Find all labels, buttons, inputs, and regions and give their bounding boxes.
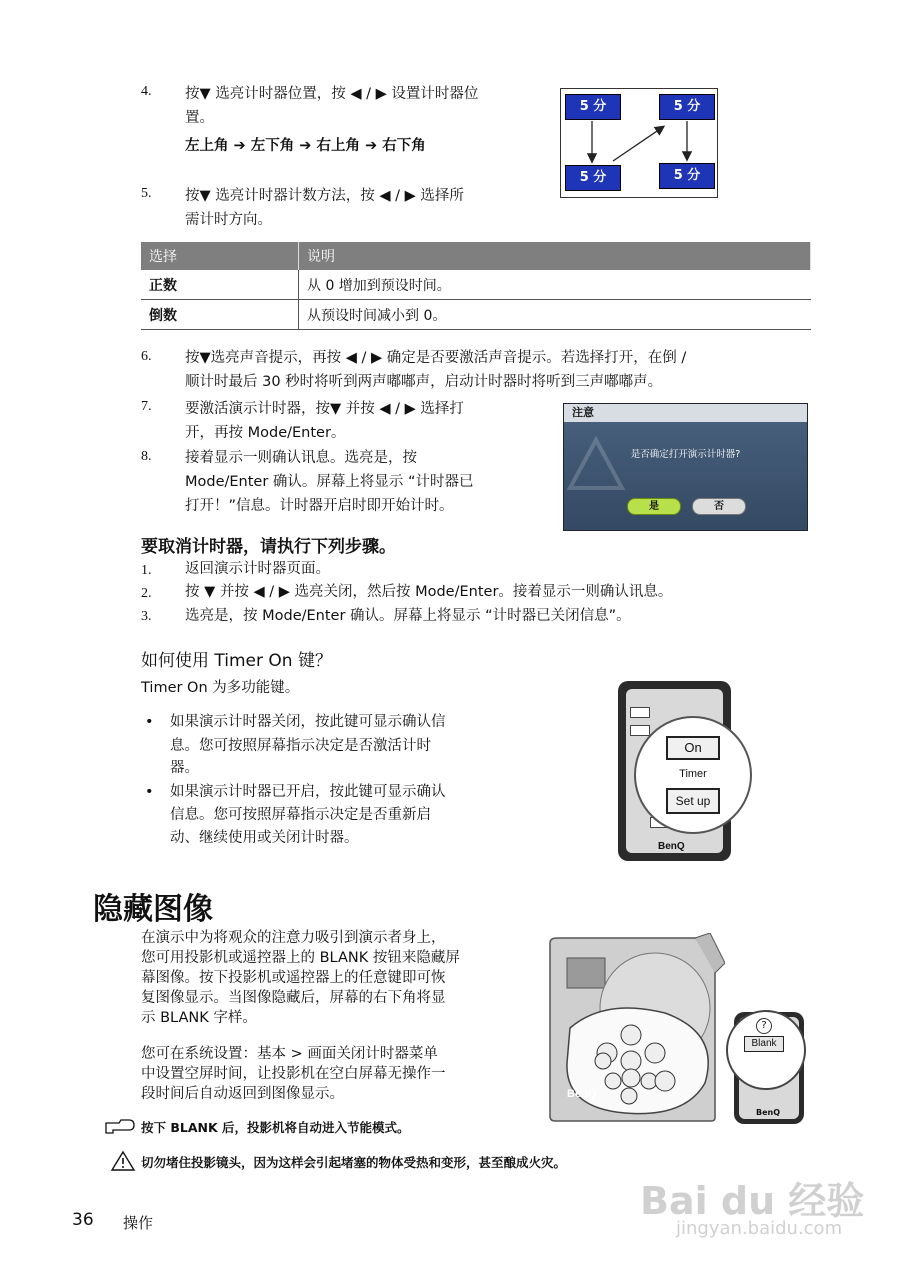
hide-para1-line3: 幕图像。按下投影机或遥控器上的任意键即可恢 <box>141 970 446 986</box>
bullet-marker: • <box>145 714 154 730</box>
position-bottom-left: 5 分 <box>565 165 621 191</box>
bullet-1-line2: 息。您可按照屏幕指示决定是否激活计时 <box>170 738 431 754</box>
hide-para2-line1: 您可在系统设置：基本 > 画面关闭计时器菜单 <box>141 1046 438 1062</box>
hide-para2-line3: 段时间后自动返回到图像显示。 <box>141 1086 344 1102</box>
blank-zoom-circle <box>726 1010 806 1090</box>
cancel-step-3: 选亮是，按 Mode/Enter 确认。屏幕上将显示 “计时器已关闭信息”。 <box>185 608 631 624</box>
warning-text: 切勿堵住投影镜头，因为这样会引起堵塞的物体受热和变形，甚至酿成火灾。 <box>141 1155 567 1170</box>
table-cell-description: 从预设时间减小到 0。 <box>299 300 811 330</box>
hide-para1-line2: 您可用投影机或遥控器上的 BLANK 按钮来隐藏屏 <box>141 950 460 966</box>
timer-on-intro: Timer On 为多功能键。 <box>141 680 300 696</box>
section-title: 隐藏图像 <box>93 892 213 927</box>
option-table <box>141 242 811 330</box>
timer-position-diagram <box>560 88 718 198</box>
confirm-dialog <box>563 403 808 531</box>
position-bottom-right: 5 分 <box>659 163 715 189</box>
step-6-line1: 按▼选亮声音提示，再按 ◀ / ▶ 确定是否要激活声音提示。若选择打开，在倒 / <box>185 350 687 366</box>
page-number: 36 <box>72 1210 94 1230</box>
step-7-line1: 要激活演示计时器，按▼ 并按 ◀ / ▶ 选择打 <box>185 401 464 417</box>
step-number: 1. <box>141 563 152 578</box>
hide-para2-line2: 中设置空屏时间，让投影机在空白屏幕无操作一 <box>141 1066 446 1082</box>
step-8-line3: 打开！”信息。计时器开启时即开始计时。 <box>185 498 454 514</box>
bullet-2-line3: 动、继续使用或关闭计时器。 <box>170 830 359 846</box>
timer-on-button[interactable]: On <box>666 736 720 760</box>
diagram-arrows <box>561 89 717 197</box>
table-cell-option: 倒数 <box>141 300 299 330</box>
cancel-step-2: 按 ▼ 并按 ◀ / ▶ 选亮关闭，然后按 Mode/Enter。接着显示一则确认讯息。 <box>185 584 673 600</box>
hide-para1-line5: 示 BLANK 字样。 <box>141 1010 257 1026</box>
help-icon: ? <box>756 1018 772 1034</box>
step-number: 4. <box>141 84 152 99</box>
projector-brand: BenQ <box>567 1088 597 1100</box>
step-number: 5. <box>141 186 152 201</box>
table-header-description: 说明 <box>299 242 811 270</box>
table-cell-option: 正数 <box>141 270 299 300</box>
hide-para1-line4: 复图像显示。当图像隐藏后，屏幕的右下角将显 <box>141 990 446 1006</box>
cancel-step-1: 返回演示计时器页面。 <box>185 561 330 577</box>
position-top-left: 5 分 <box>565 94 621 120</box>
no-button[interactable]: 否 <box>692 498 746 515</box>
watermark-logo: Bai du 经验 <box>640 1179 865 1223</box>
step-7-line2: 开，再按 Mode/Enter。 <box>185 425 346 441</box>
step-number: 3. <box>141 609 152 624</box>
step-6-line2: 顺计时最后 30 秒时将听到两声嘟嘟声，启动计时器时将听到三声嘟嘟声。 <box>185 374 663 390</box>
step-8-line2: Mode/Enter 确认。屏幕上将显示 “计时器已 <box>185 474 474 490</box>
bullet-1-line3: 器。 <box>170 760 199 776</box>
bullet-1-line1: 如果演示计时器关闭，按此键可显示确认信 <box>170 714 446 730</box>
note-text: 按下 BLANK 后，投影机将自动进入节能模式。 <box>141 1120 410 1135</box>
yes-button[interactable]: 是 <box>627 498 681 515</box>
step-number: 8. <box>141 449 152 464</box>
timer-on-heading: 如何使用 Timer On 键？ <box>141 651 332 671</box>
table-header-option: 选择 <box>141 242 299 270</box>
mini-remote-brand: BenQ <box>756 1108 781 1117</box>
bullet-2-line1: 如果演示计时器已开启，按此键可显示确认 <box>170 784 446 800</box>
pointing-hand-icon <box>105 1118 137 1134</box>
step-number: 7. <box>141 399 152 414</box>
step-number: 6. <box>141 349 152 364</box>
table-row <box>141 300 811 330</box>
step-4-line2: 置。 <box>185 110 214 126</box>
table-row <box>141 270 811 300</box>
timer-label: Timer <box>679 768 707 780</box>
remote-brand: BenQ <box>658 841 685 852</box>
projector-illustration <box>545 933 725 1123</box>
zoom-circle <box>634 716 752 834</box>
bullet-marker: • <box>145 784 154 800</box>
cancel-heading: 要取消计时器，请执行下列步骤。 <box>141 537 396 557</box>
watermark-url: jingyan.baidu.com <box>676 1218 843 1239</box>
table-cell-description: 从 0 增加到预设时间。 <box>299 270 811 300</box>
step-number: 2. <box>141 586 152 601</box>
footer-section: 操作 <box>123 1214 154 1232</box>
hide-para1-line1: 在演示中为将观众的注意力吸引到演示者身上， <box>141 930 446 946</box>
step-4-line1: 按▼ 选亮计时器位置，按 ◀ / ▶ 设置计时器位 <box>185 86 479 102</box>
timer-setup-button[interactable]: Set up <box>666 788 720 814</box>
step-5-line2: 需计时方向。 <box>185 212 272 228</box>
bullet-2-line2: 信息。您可按照屏幕指示决定是否重新启 <box>170 807 431 823</box>
corner-sequence: 左上角 ➔ 左下角 ➔ 右上角 ➔ 右下角 <box>185 138 426 154</box>
position-top-right: 5 分 <box>659 94 715 120</box>
warning-triangle-icon <box>110 1150 136 1172</box>
step-5-line1: 按▼ 选亮计时器计数方法，按 ◀ / ▶ 选择所 <box>185 188 464 204</box>
step-8-line1: 接着显示一则确认讯息。选亮是，按 <box>185 450 417 466</box>
blank-button[interactable]: Blank <box>744 1036 784 1052</box>
dialog-message: 是否确定打开演示计时器? <box>630 449 741 460</box>
dialog-title: 注意 <box>564 404 807 422</box>
warning-icon <box>566 434 626 494</box>
